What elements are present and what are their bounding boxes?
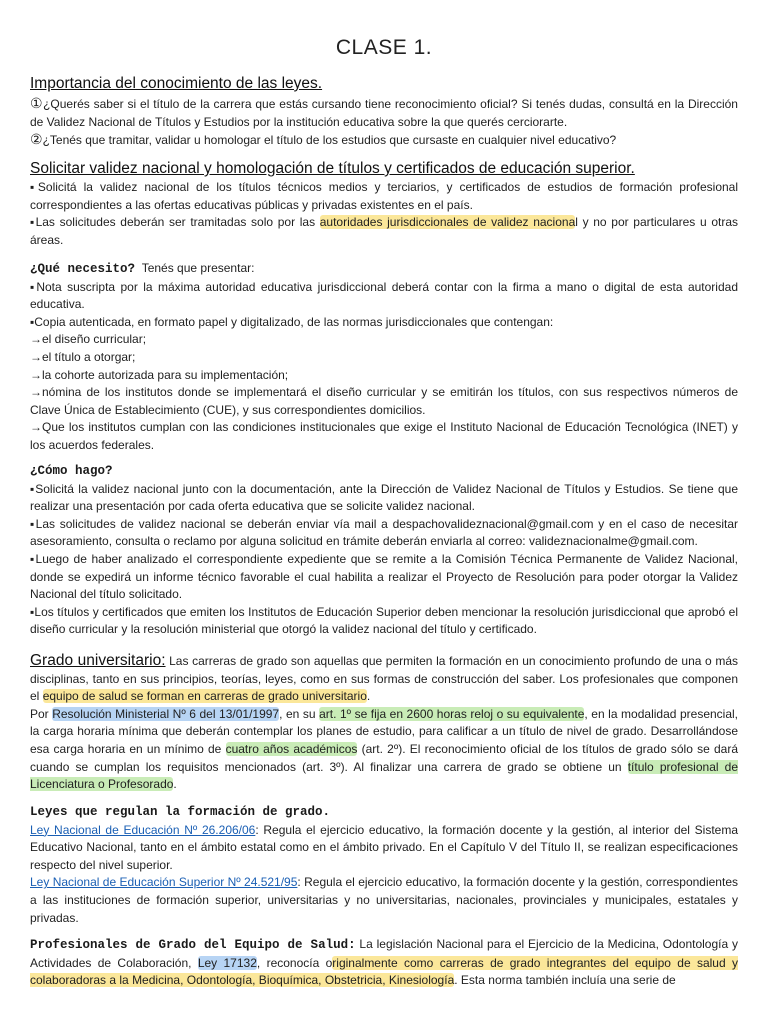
solicitar-paragraph-1: ▪Solicitá la validez nacional de los títulos técnicos medios y terciarios, y certificados de estudios de formación profesional correspondientes a las ofertas educativas públicas y privadas existentes en el país.: [30, 180, 738, 212]
heading-importancia: Importancia del conocimiento de las leyes.: [30, 75, 323, 92]
highlight-autoridades: autoridades jurisdiccionales de validez naciona: [319, 215, 576, 230]
ley-item: Ley Nacional de Educación Nº 26.206/06: Regula el ejercicio educativo, la formación docente y la gestión, al interior del Sistema Educativo Nacional, tanto en el ámbito estatal como en el ámbito privado. En el Capítulo V del Título II, se realizan especificaciones respecto del nivel superior.: [30, 822, 739, 872]
importancia-body: [30, 95, 738, 150]
list-item: ▪Los títulos y certificados que emiten los Institutos de Educación Superior deben mencionar la resolución jurisdiccional que aprobó el diseño curricular y la resolución ministerial que otorgó la validez nacional del título y certificado.: [30, 604, 738, 637]
leyes-body: [30, 804, 738, 927]
list-item: →la cohorte autorizada para su implementación;: [30, 367, 289, 382]
list-item: ▪Nota suscripta por la máxima autoridad educativa jurisdiccional deberá contar con la firma a mano o digital de esta autoridad educativa.: [30, 279, 738, 312]
number-1-icon: ①: [30, 95, 44, 111]
section-importancia: [30, 75, 738, 150]
hago-body: [30, 463, 738, 639]
list-item: ▪Luego de haber analizado el correspondiente expediente que se remite a la Comisión Técnica Permanente de Validez Nacional, donde se expedirá un informe técnico favorable el cual habilita a realizar el Proyecto de Resolución para poder otorgar la Validez Nacional del título solicitado.: [30, 551, 738, 602]
section-solicitar: [30, 160, 738, 249]
ley-item: Ley Nacional de Educación Superior Nº 24.521/95: Regula el ejercicio educativo, la formación docente y la gestión, correspondientes a las instituciones de formación superior, universitarias y no universitarias, nacionales, provinciales y municipales, estatales y privadas.: [30, 875, 738, 925]
list-item: →nómina de los institutos donde se implementará el diseño curricular y se emitirán los títulos, con sus respectivos números de Clave Única de Establecimiento (CUE), y sus correspondientes domicilios.: [30, 385, 738, 417]
list-item: →Que los institutos cumplan con las condiciones institucionales que exige el Instituto Nacional de Educación Tecnológica (INET) y los acuerdos federales.: [30, 420, 738, 452]
heading-hago: ¿Cómo hago?: [30, 464, 113, 478]
profesionales-body: [30, 936, 738, 990]
heading-necesito: ¿Qué necesito?: [30, 262, 136, 276]
highlight-art1: art. 1º se fija en 2600 horas reloj o su equivalente: [319, 706, 585, 721]
question-2: ②¿Tenés que tramitar, validar u homologar el título de los estudios que cursaste en cualquier nivel educativo?: [30, 131, 617, 148]
highlight-resolucion: Resolución Ministerial Nº 6 del 13/01/1997: [52, 706, 280, 721]
list-item: →el título a otorgar;: [30, 349, 136, 364]
highlight-equipo-salud: equipo de salud se forman en carreras de grado universitario: [42, 689, 367, 704]
heading-leyes: Leyes que regulan la formación de grado.: [30, 805, 331, 819]
section-necesito: [30, 260, 738, 455]
heading-solicitar: Solicitar validez nacional y homologación de títulos y certificados de educación superior.: [30, 160, 635, 177]
highlight-carreras-grado: riginalmente como carreras de grado integrantes del equipo de salud y colaboradoras a la Medicina, Odontología, Bioquímica, Obstetricia, Kinesiología: [30, 955, 738, 988]
section-profesionales: [30, 936, 738, 990]
list-item: ▪Copia autenticada, en formato papel y digitalizado, de las normas jurisdiccionales que contengan:: [30, 314, 554, 329]
necesito-body: [30, 260, 738, 455]
list-item: ▪Solicitá la validez nacional junto con la documentación, ante la Dirección de Validez Nacional de Títulos y Estudios. Se tiene que realizar una presentación por cada oferta educativa que se solicite validez nacional.: [30, 481, 738, 514]
solicitar-paragraph-2: ▪Las solicitudes deberán ser tramitadas solo por las autoridades jurisdiccionales de validez nacional y no por particulares u otras áreas.: [30, 215, 738, 247]
grado-body: [30, 652, 738, 794]
section-leyes: [30, 804, 738, 927]
list-item: ▪Las solicitudes de validez nacional se deberán enviar vía mail a despachovalideznacional@gmail.com y en el caso de necesitar asesoramiento, consulta o reclamo por alguna solicitud en trámite deberán enviarla al correo: valideznacionalme@gmail.com.: [30, 516, 738, 549]
heading-profesionales: Profesionales de Grado del Equipo de Salud:: [30, 938, 356, 952]
question-1: ①¿Querés saber si el título de la carrera que estás cursando tiene reconocimiento oficial? Si tenés dudas, consultá en la Dirección de Validez Nacional de Títulos y Estudios por la institución educativa sobre la que querés cerciorarte.: [30, 95, 738, 129]
solicitar-body: [30, 179, 738, 249]
page-title: CLASE 1.: [335, 36, 433, 59]
heading-grado: Grado universitario:: [30, 652, 166, 669]
section-grado: [30, 652, 738, 794]
highlight-cuatro-anos: cuatro años académicos: [225, 741, 358, 756]
grado-paragraph-1: Grado universitario: Las carreras de grado son aquellas que permiten la formación en un conocimiento profundo de una o más disciplinas, tanto en sus principios, teorías, leyes, como en sus formas de construcción del saber. Los profesionales que componen el equipo de salud se forman en carreras de grado universitario.: [30, 652, 738, 704]
highlight-titulo-profesional: título profesional de Licenciatura o Profesorado: [30, 759, 738, 792]
number-2-icon: ②: [30, 131, 43, 148]
necesito-heading-line: ¿Qué necesito? Tenés que presentar:: [30, 261, 255, 276]
section-hago: [30, 463, 738, 639]
grado-paragraph-2: Por Resolución Ministerial Nº 6 del 13/01/1997, en su art. 1º se fija en 2600 horas reloj o su equivalente, en la modalidad presencial, la carga horaria mínima que deberán contemplar los planes de estudio, para calificar a un título de nivel de grado. Desarrollándose esa carga horaria en un mínimo de cuatro años académicos (art. 2º). El reconocimiento oficial de los títulos de grado sólo se dará cuando se cumplan los requisitos mencionados (art. 3º). Al finalizar una carrera de grado se obtiene un título profesional de Licenciatura o Profesorado.: [30, 706, 739, 792]
ley-26206-link[interactable]: Ley Nacional de Educación Nº 26.206/06: [30, 822, 256, 837]
profesionales-paragraph: Profesionales de Grado del Equipo de Salud: La legislación Nacional para el Ejercicio de la Medicina, Odontología y Actividades de Colaboración, Ley 17132, reconocía originalmente como carreras de grado integrantes del equipo de salud y colaboradoras a la Medicina, Odontología, Bioquímica, Obstetricia, Kinesiología. Esta norma también incluía una serie de: [30, 937, 738, 988]
list-item: →el diseño curricular;: [30, 332, 147, 347]
highlight-ley-17132: Ley 17132: [197, 955, 257, 970]
ley-24521-link[interactable]: Ley Nacional de Educación Superior Nº 24.521/95: [30, 875, 298, 890]
